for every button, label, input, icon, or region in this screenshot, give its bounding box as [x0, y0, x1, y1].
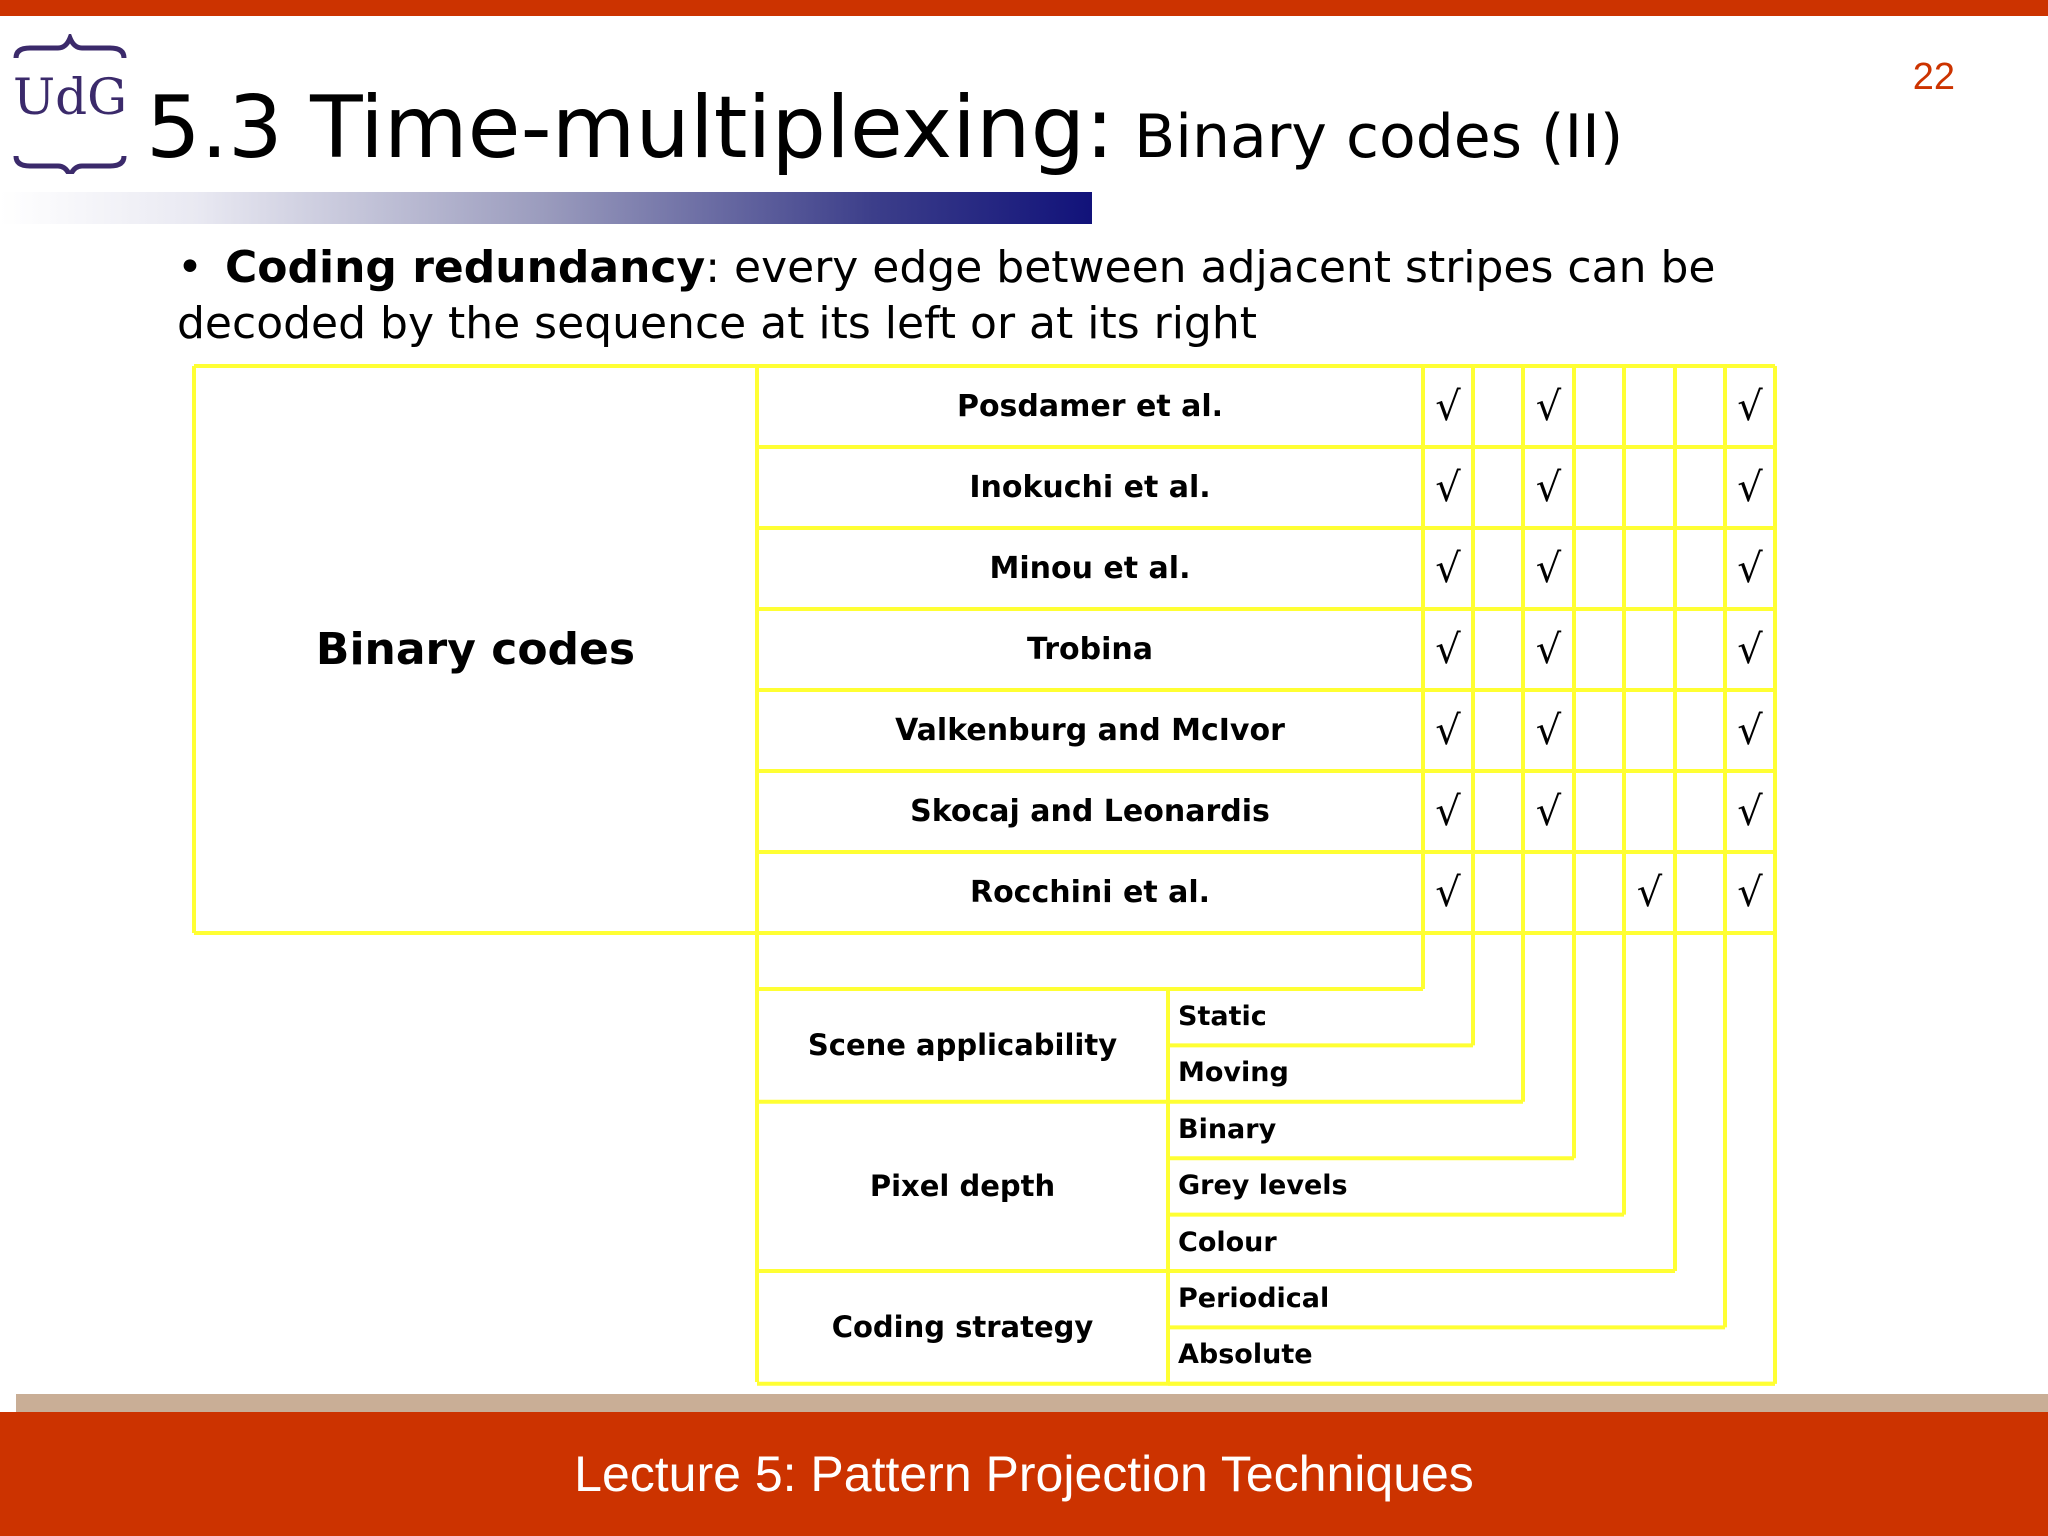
check-mark: [1423, 690, 1473, 771]
check-mark: [1423, 528, 1473, 609]
check-mark: [1725, 366, 1775, 447]
method-name-text: Minou et al.: [989, 551, 1191, 586]
method-name: [757, 447, 1423, 528]
footer-text: Lecture 5: Pattern Projection Techniques: [574, 1446, 1474, 1502]
check-mark: [1725, 690, 1775, 771]
check-mark-text: √: [1737, 869, 1763, 916]
check-mark: [1523, 447, 1574, 528]
criterion-label: Colour: [1178, 1226, 1277, 1258]
method-name: [757, 528, 1423, 609]
category-label-text: Binary codes: [315, 624, 636, 675]
check-mark: [1624, 852, 1675, 933]
check-mark: [1523, 771, 1574, 852]
check-mark-text: √: [1737, 545, 1763, 592]
method-name: [757, 690, 1423, 771]
check-mark-text: √: [1535, 788, 1562, 835]
check-mark: [1725, 447, 1775, 528]
check-mark-text: √: [1435, 788, 1461, 835]
check-mark-text: √: [1435, 626, 1461, 673]
check-mark-text: √: [1737, 707, 1763, 754]
method-name: [757, 771, 1423, 852]
method-name-text: Skocaj and Leonardis: [910, 794, 1270, 829]
check-mark-text: √: [1636, 869, 1663, 916]
check-mark: [1423, 852, 1473, 933]
method-name-text: Valkenburg and McIvor: [895, 713, 1285, 748]
category-label: [194, 366, 757, 933]
check-mark: [1523, 690, 1574, 771]
logo-text: UdG: [12, 68, 128, 126]
check-mark: [1523, 366, 1574, 447]
check-mark-text: √: [1435, 545, 1461, 592]
check-mark: [1725, 771, 1775, 852]
criterion-label: Absolute: [1178, 1339, 1313, 1371]
check-mark-text: √: [1435, 464, 1461, 511]
method-name: [757, 609, 1423, 690]
group-label-text: Scene applicability: [807, 1028, 1118, 1063]
check-mark-text: √: [1535, 464, 1562, 511]
criterion-label: Grey levels: [1178, 1170, 1348, 1202]
check-mark-text: √: [1737, 464, 1763, 511]
criterion-label: Static: [1178, 1001, 1267, 1032]
group-label: [757, 989, 1168, 1102]
check-mark-text: √: [1737, 788, 1763, 835]
method-name-text: Rocchini et al.: [969, 875, 1211, 910]
check-mark: [1725, 609, 1775, 690]
method-name-text: Trobina: [1027, 632, 1153, 667]
check-mark-text: √: [1435, 869, 1461, 916]
check-mark: [1423, 447, 1473, 528]
group-label-text: Coding strategy: [831, 1310, 1094, 1345]
check-mark: [1423, 771, 1473, 852]
method-name-text: Inokuchi et al.: [969, 470, 1211, 505]
check-mark: [1523, 528, 1574, 609]
criterion-label: Periodical: [1178, 1283, 1330, 1314]
check-mark: [1423, 609, 1473, 690]
check-mark-text: √: [1737, 626, 1763, 673]
method-name: [757, 852, 1423, 933]
method-name: [757, 366, 1423, 447]
check-mark: [1725, 528, 1775, 609]
title-sub: Binary codes (II): [1134, 102, 1624, 172]
check-mark-text: √: [1535, 707, 1562, 754]
bullet-text: : every edge between adjacent stripes can be decoded by the sequence at its left or at its right: [177, 242, 1716, 349]
check-mark-text: √: [1535, 545, 1562, 592]
bullet-dot-icon: •: [177, 242, 203, 293]
check-mark-text: √: [1435, 707, 1461, 754]
bottom-accent-band: [16, 1394, 2048, 1412]
check-mark-text: √: [1737, 383, 1763, 430]
group-label: [757, 1271, 1168, 1384]
criterion-label: Binary: [1178, 1113, 1277, 1145]
page-number: 22: [1912, 56, 1955, 98]
group-label-text: Pixel depth: [869, 1169, 1056, 1204]
check-mark: [1523, 609, 1574, 690]
title-main: 5.3 Time-multiplexing:: [146, 78, 1115, 178]
check-mark: [1725, 852, 1775, 933]
group-label: [757, 1102, 1168, 1271]
check-mark: [1423, 366, 1473, 447]
bullet-term: Coding redundancy: [225, 242, 706, 293]
footer-bar: [0, 1412, 2048, 1536]
check-mark-text: √: [1535, 626, 1562, 673]
method-name-text: Posdamer et al.: [956, 389, 1224, 424]
criterion-label: Moving: [1178, 1057, 1289, 1089]
check-mark-text: √: [1435, 383, 1461, 430]
check-mark-text: √: [1535, 383, 1562, 430]
